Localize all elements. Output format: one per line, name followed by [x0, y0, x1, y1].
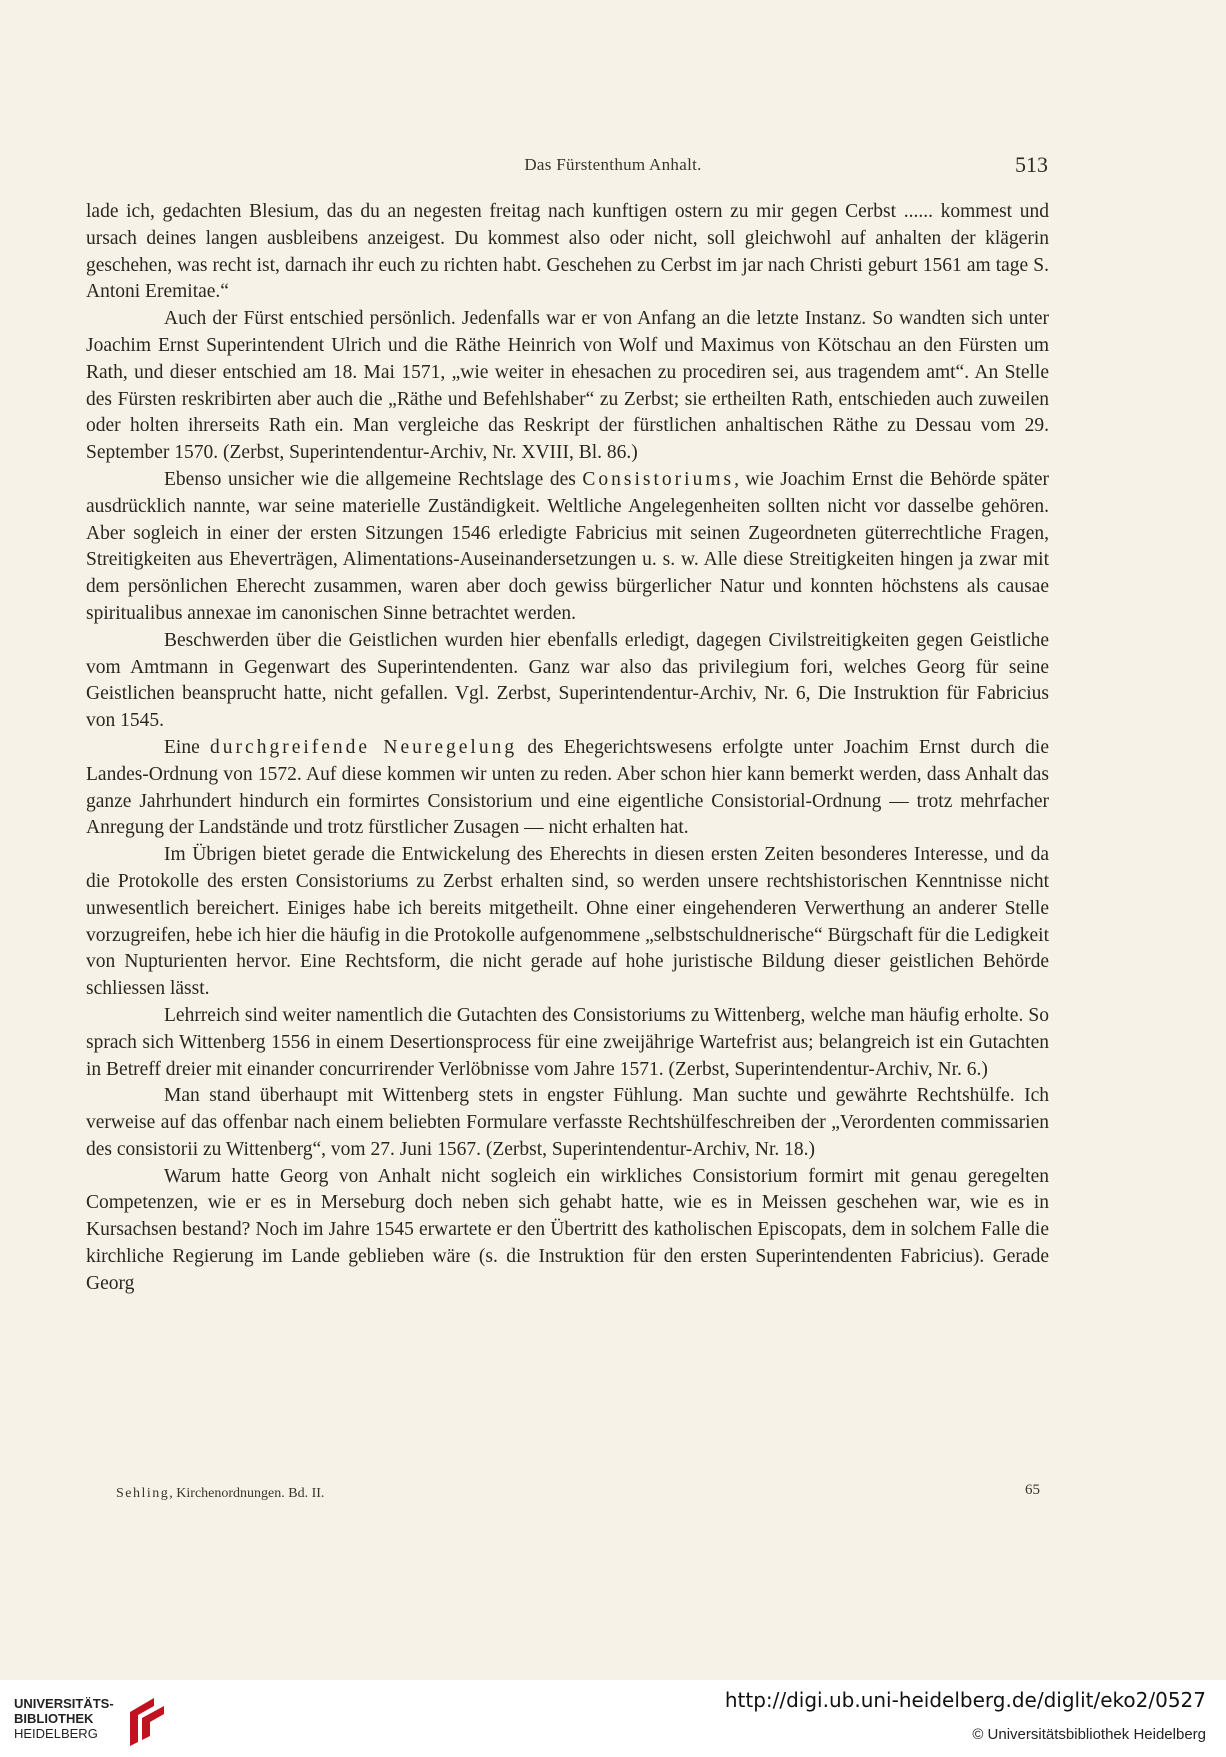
logo-line-2: BIBLIOTHEK	[14, 1711, 94, 1726]
logo-line-3: HEIDELBERG	[14, 1726, 98, 1741]
paragraph-1: lade ich, gedachten Blesium, das du an negesten freitag nach kunftigen ostern zu mir gegen Cerbst ...... kommest und ursach deines langen ausbleibens anzeigest. Du kommest also oder nicht, soll gleichwohl auf anhalten der klägerin geschehen, was recht ist, darnach ihr euch zu richten habt. Geschehen zu Cerbst im jar nach Christi geburt 1561 am tage S. Antoni Eremitae.“	[86, 201, 1049, 303]
paragraph-3	[86, 467, 1049, 628]
emphasis-consistoriums: Consistoriums	[582, 468, 735, 490]
copyright-notice: © Universitätsbibliothek Heidelberg	[972, 1726, 1206, 1743]
logo-line-1: UNIVERSITÄTS-	[14, 1696, 114, 1711]
emphasis-neuregelung: durchgreifende Neuregelung	[210, 736, 518, 758]
logo-text	[14, 1696, 114, 1741]
paragraph-6: Im Übrigen bietet gerade die Entwickelung des Eherechts in diesen ersten Zeiten besonderes Interesse, und da die Protokolle des ersten Consistoriums zu Zerbst erhalten sind, so werden unsere rechtshistorischen Kenntnisse nicht unwesentlich bereichert. Einiges habe ich bereits mitgetheilt. Ohne einer eingehenderen Verwerthung an anderer Stelle vorzugreifen, hebe ich hier die häufig in die Protokolle aufgenommene „selbstschuldnerische“ Bürgschaft für die Ledigkeit von Nupturienten hervor. Eine Rechtsform, die nicht gerade auf hohe juristische Bildung dieser geistlichen Behörde schliessen lässt.	[86, 844, 1049, 1000]
footer-imprint	[116, 1486, 324, 1502]
paragraph-4: Beschwerden über die Geistlichen wurden hier ebenfalls erledigt, dagegen Civilstreitigkeiten gegen Geistliche vom Amtmann in Gegenwart des Superintendenten. Ganz war also das privilegium fori, welches Georg für seine Geistlichen beansprucht hatte, nicht gefallen. Vgl. Zerbst, Superintendentur-Archiv, Nr. 6, Die Instruktion für Fabricius von 1545.	[86, 629, 1049, 732]
paragraph-5	[86, 735, 1049, 842]
paragraph-8: Man stand überhaupt mit Wittenberg stets in engster Fühlung. Man suchte und gewährte Rechtshülfe. Ich verweise auf das offenbar nach einem beliebten Formulare verfasste Rechtshülfeschreiben der „Verordenten commissarien des consistorii zu Wittenberg“, vom 27. Juni 1567. (Zerbst, Superintendentur-Archiv, Nr. 18.)	[86, 1085, 1049, 1160]
library-logo[interactable]	[14, 1680, 174, 1752]
paragraph-2: Auch der Fürst entschied persönlich. Jedenfalls war er von Anfang an die letzte Instanz. So wandten sich unter Joachim Ernst Superintendent Ulrich und die Räthe Heinrich von Wolf und Maximus von Kötschau an den Fürsten um Rath, und dieser entschied am 18. Mai 1571, „wie weiter in ehesachen zu procediren sei, aus tragendem amt“. An Stelle des Fürsten reskribirten aber auch die „Räthe und Befehlshaber“ zu Zerbst; sie ertheilten Rath, entschieden auch zuweilen oder holten ihrerseits Rath ein. Man vergleiche das Reskript der fürstlichen anhaltischen Räthe zu Dessau vom 29. September 1570. (Zerbst, Superintendentur-Archiv, Nr. XVIII, Bl. 86.)	[86, 308, 1049, 464]
paragraph-5-rest: des Ehegerichtswesens erfolgte unter Joachim Ernst durch die Landes-Ordnung von 1572. Auf diese kommen wir unten zu reden. Aber schon hier kann bemerkt werden, dass Anhalt das ganze Jahrhundert hindurch ein formirtes Consistorium und eine eigentliche Consistorial-Ordnung — trotz mehrfacher Anregung der Landstände und trotz fürstlicher Zusagen — nicht erhalten hat.	[86, 736, 1049, 839]
footer-author: Sehling	[116, 1486, 170, 1501]
running-title: Das Fürstenthum Anhalt.	[524, 155, 702, 174]
paragraph-7: Lehrreich sind weiter namentlich die Gutachten des Consistoriums zu Wittenberg, welche man häufig erholte. So sprach sich Wittenberg 1556 in einem Desertionsprocess für eine zweijährige Wartefrist aus; belangreich ist ein Gutachten in Betreff dreier mit einander concurrirender Verlöbnisse vom Jahre 1571. (Zerbst, Superintendentur-Archiv, Nr. 6.)	[86, 1004, 1049, 1080]
library-emblem-icon	[124, 1692, 170, 1748]
paragraph-5-lead: Eine	[164, 736, 211, 758]
page-number: 513	[1015, 152, 1048, 177]
footer-work: , Kirchenordnungen. Bd. II.	[169, 1486, 325, 1501]
paragraph-3-lead: Ebenso unsicher wie die allgemeine Rechtslage des	[164, 468, 583, 490]
permalink-url[interactable]: http://digi.ub.uni-heidelberg.de/diglit/eko2/0527	[724, 1688, 1206, 1712]
paragraph-3-rest: , wie Joachim Ernst die Behörde später ausdrücklich nannte, war seine materielle Zuständigkeit. Weltliche Angelegenheiten sollten nicht vor dasselbe gehören. Aber sogleich in einer der ersten Sitzungen 1546 erledigte Fabricius mit seinen Zugeordneten güterrechtliche Fragen, Streitigkeiten aus Eheverträgen, Alimentations-Auseinandersetzungen u. s. w. Alle diese Streitigkeiten hingen ja zwar mit dem persönlichen Eherecht zusammen, waren aber doch gewiss bürgerlicher Natur und konnten höchstens als causae spiritualibus annexae im canonischen Sinne betrachtet werden.	[86, 468, 1049, 624]
paragraph-9: Warum hatte Georg von Anhalt nicht sogleich ein wirkliches Consistorium formirt mit genau geregelten Competenzen, wie er es in Merseburg doch neben sich gehabt hatte, wie es in Meissen geschehen war, wie es in Kursachsen bestand? Noch im Jahre 1545 erwartete er den Übertritt des katholischen Episcopats, dem in solchem Falle die kirchliche Regierung im Lande geblieben wäre (s. die Instruktion für den ersten Superintendenten Fabricius). Gerade Georg	[86, 1165, 1049, 1294]
body-text	[86, 199, 1049, 1298]
signature-mark: 65	[1025, 1482, 1040, 1498]
